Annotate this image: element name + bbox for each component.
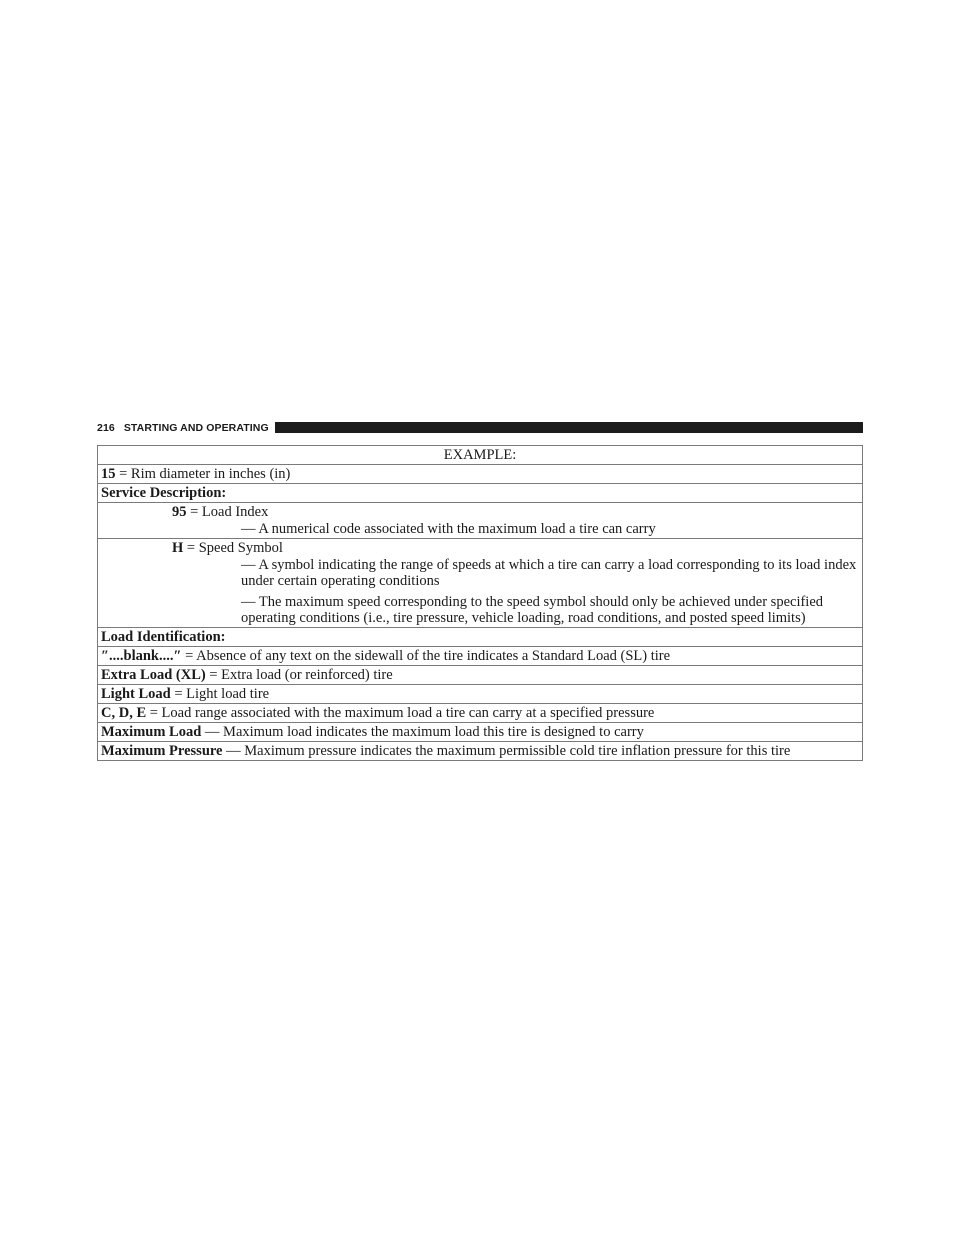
header-rule-bar bbox=[275, 422, 863, 433]
load-identification-heading-row bbox=[98, 628, 863, 647]
speed-symbol-note-2: — The maximum speed corresponding to the speed symbol should only be achieved under specified operating conditions (i.e., tire pressure, vehicle loading, road conditions, and posted speed limits) bbox=[241, 594, 824, 626]
load-id-row-light-load bbox=[98, 685, 863, 704]
speed-symbol-note-1: — A symbol indicating the range of speeds at which a tire can carry a load corresponding to its load index under certain operating conditions bbox=[241, 557, 857, 589]
load-id-row-extra-load bbox=[98, 666, 863, 685]
section-title: STARTING AND OPERATING bbox=[123, 421, 269, 434]
tire-example-table bbox=[97, 445, 863, 761]
service-description-heading-row bbox=[98, 484, 863, 503]
maximum-load-text: — Maximum load indicates the maximum load this tire is designed to carry bbox=[204, 724, 644, 740]
page-header bbox=[97, 421, 863, 434]
load-id-text: = Absence of any text on the sidewall of the tire indicates a Standard Load (SL) tire bbox=[185, 648, 671, 664]
maximum-load-row bbox=[98, 723, 863, 742]
maximum-load-term: Maximum Load bbox=[101, 724, 202, 740]
load-id-text: = Extra load (or reinforced) tire bbox=[209, 667, 393, 683]
load-index-row bbox=[98, 503, 863, 539]
load-index-text: = Load Index bbox=[190, 504, 269, 520]
load-id-text: = Load range associated with the maximum load a tire can carry at a specified pressure bbox=[149, 705, 655, 721]
load-identification-heading: Load Identification: bbox=[98, 628, 863, 647]
load-id-code: ″....blank....″ bbox=[101, 648, 182, 664]
load-id-row-load-range bbox=[98, 704, 863, 723]
table-title-row bbox=[98, 446, 863, 465]
speed-symbol-row bbox=[98, 539, 863, 628]
maximum-pressure-term: Maximum Pressure bbox=[101, 743, 223, 759]
load-id-code: Light Load bbox=[101, 686, 171, 702]
speed-symbol-text: = Speed Symbol bbox=[186, 540, 283, 556]
rim-code: 15 bbox=[101, 466, 116, 482]
service-description-heading: Service Description: bbox=[98, 484, 863, 503]
load-id-row-blank bbox=[98, 647, 863, 666]
speed-symbol-code: H bbox=[172, 540, 184, 556]
load-id-code: C, D, E bbox=[101, 705, 147, 721]
table-title: EXAMPLE: bbox=[98, 446, 863, 465]
page-number: 216 bbox=[97, 421, 115, 434]
rim-text: = Rim diameter in inches (in) bbox=[119, 466, 291, 482]
load-id-text: = Light load tire bbox=[174, 686, 270, 702]
maximum-pressure-text: — Maximum pressure indicates the maximum permissible cold tire inflation pressure for this tire bbox=[226, 743, 791, 759]
maximum-pressure-row bbox=[98, 742, 863, 761]
load-id-code: Extra Load (XL) bbox=[101, 667, 206, 683]
load-index-note: — A numerical code associated with the maximum load a tire can carry bbox=[241, 521, 656, 537]
load-index-code: 95 bbox=[172, 504, 187, 520]
rim-row bbox=[98, 465, 863, 484]
